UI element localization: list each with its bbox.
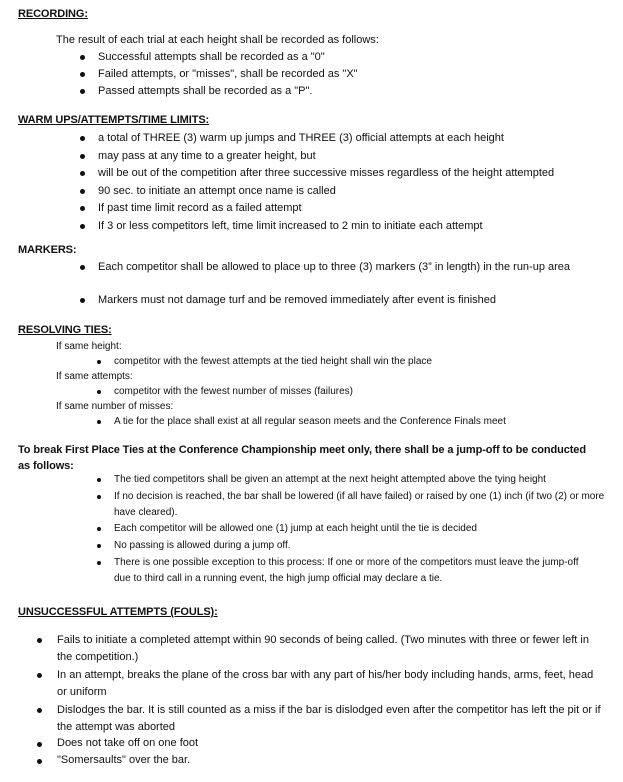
- list-item: The tied competitors shall be given an attempt at the next height attempted above the tying height: [114, 474, 546, 485]
- bullet-icon: [97, 478, 101, 482]
- bullet-icon: [97, 561, 101, 565]
- list-item: Failed attempts, or "misses", shall be recorded as "X": [98, 68, 358, 80]
- list-item: Each competitor will be allowed one (1) jump at each height until the tie is decided: [114, 523, 477, 534]
- list-item: There is one possible exception to this process: If one or more of the competitors must leave the jump-off due to third call in a running event, the high jump official may declare a tie.: [114, 557, 579, 584]
- bullet-icon: [80, 171, 85, 176]
- list-item: may pass at any time to a greater height, but: [98, 150, 316, 162]
- fouls-heading: UNSUCCESSFUL ATTEMPTS (FOULS):: [18, 606, 218, 618]
- list-item: Dislodges the bar. It is still counted as a miss if the bar is dislodged even after the competitor has left the pit or if the attempt was aborted: [57, 704, 601, 733]
- bullet-icon: [80, 298, 85, 303]
- list-item: will be out of the competition after three successive misses regardless of the height attempted: [98, 167, 555, 179]
- list-item: Markers must not damage turf and be removed immediately after event is finished: [98, 294, 497, 306]
- bullet-icon: [80, 72, 85, 77]
- list-item: a total of THREE (3) warm up jumps and THREE (3) official attempts at each height: [98, 132, 504, 144]
- markers-heading: MARKERS:: [18, 244, 77, 256]
- list-item: If 3 or less competitors left, time limit increased to 2 min to initiate each attempt: [98, 220, 483, 232]
- list-item: In an attempt, breaks the plane of the cross bar with any part of his/her body including hands, arms, feet, head or uniform: [57, 669, 594, 698]
- tie-condition-label: If same attempts:: [56, 371, 133, 382]
- warmups-heading: WARM UPS/ATTEMPTS/TIME LIMITS:: [18, 114, 210, 126]
- list-item: 90 sec. to initiate an attempt once name is called: [98, 185, 336, 197]
- recording-intro: The result of each trial at each height shall be recorded as follows:: [56, 34, 379, 46]
- bullet-icon: [80, 136, 85, 141]
- list-item: "Somersaults" over the bar.: [57, 754, 191, 766]
- bullet-icon: [97, 527, 101, 531]
- bullet-icon: [80, 89, 85, 94]
- jumpoff-heading: To break First Place Ties at the Conference Championship meet only, there shall be a jump-off to be conducted as follows:: [18, 444, 586, 472]
- list-item: Passed attempts shall be recorded as a "P".: [98, 85, 313, 97]
- list-item: If past time limit record as a failed attempt: [98, 202, 302, 214]
- tie-condition-label: If same height:: [56, 341, 122, 352]
- bullet-icon: [80, 154, 85, 159]
- list-item: Fails to initiate a completed attempt within 90 seconds of being called. (Two minutes with three or fewer left in the competition.): [57, 634, 589, 663]
- list-item: Successful attempts shall be recorded as a "0": [98, 51, 325, 63]
- list-item: If no decision is reached, the bar shall be lowered (if all have failed) or raised by one (1) inch (if two (2) or more have cleared).: [114, 491, 605, 518]
- bullet-icon: [37, 708, 42, 713]
- bullet-icon: [97, 360, 101, 364]
- bullet-icon: [37, 759, 42, 764]
- bullet-icon: [37, 742, 42, 747]
- bullet-icon: [80, 189, 85, 194]
- list-item: Each competitor shall be allowed to place up to three (3) markers (3” in length) in the run-up area: [98, 261, 571, 273]
- list-item: A tie for the place shall exist at all regular season meets and the Conference Finals meet: [114, 416, 506, 427]
- bullet-icon: [80, 55, 85, 60]
- bullet-icon: [97, 544, 101, 548]
- list-item: competitor with the fewest number of misses (failures): [114, 386, 353, 397]
- ties-heading: RESOLVING TIES:: [18, 324, 112, 336]
- recording-heading: RECORDING:: [18, 8, 88, 20]
- bullet-icon: [97, 390, 101, 394]
- bullet-icon: [80, 206, 85, 211]
- bullet-icon: [97, 420, 101, 424]
- list-item: No passing is allowed during a jump off.: [114, 540, 291, 551]
- tie-condition-label: If same number of misses:: [56, 401, 174, 412]
- bullet-icon: [97, 495, 101, 499]
- bullet-icon: [80, 265, 85, 270]
- list-item: Does not take off on one foot: [57, 737, 199, 749]
- bullet-icon: [80, 224, 85, 229]
- bullet-icon: [37, 673, 42, 678]
- list-item: competitor with the fewest attempts at the tied height shall win the place: [114, 356, 432, 367]
- bullet-icon: [37, 638, 42, 643]
